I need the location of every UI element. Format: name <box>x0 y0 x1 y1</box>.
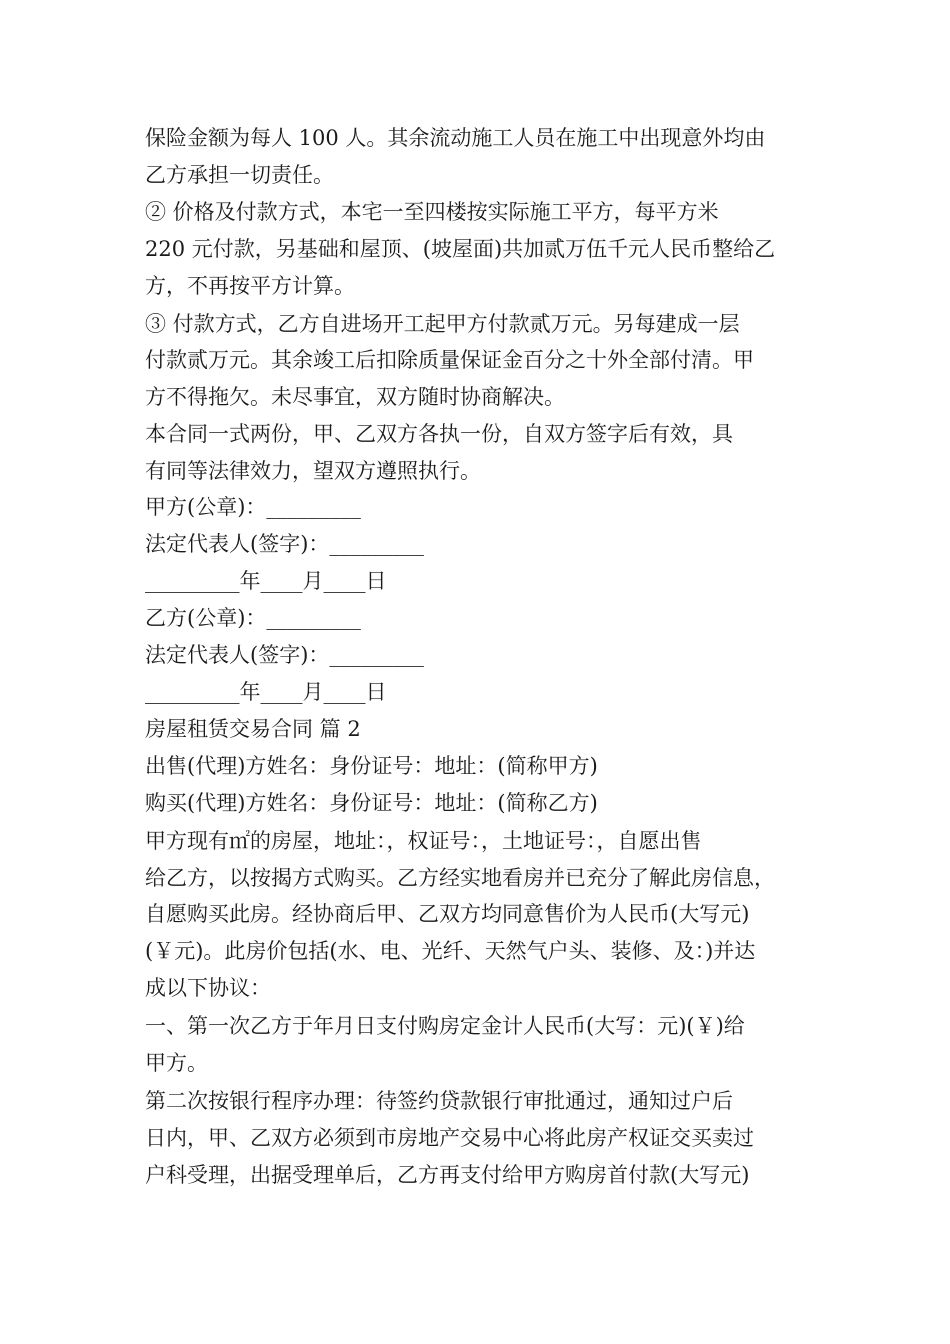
body-text-line: 第二次按银行程序办理：待签约贷款银行审批通过，通知过户后 <box>145 1089 733 1113</box>
body-text-line: 甲方现有㎡的房屋，地址：，权证号：，土地证号：，自愿出售 <box>145 829 702 853</box>
date-line-a: _________年____月____日 <box>145 569 387 593</box>
body-text-line: 出售(代理)方姓名：身份证号：地址：(简称甲方) <box>145 754 598 778</box>
signature-line-party-b: 乙方(公章)：_________ <box>145 606 361 630</box>
signature-line-legal-rep-a: 法定代表人(签字)：_________ <box>145 532 424 556</box>
signature-line-party-a: 甲方(公章)：_________ <box>145 495 361 519</box>
body-text-line: (￥元)。此房价包括(水、电、光纤、天然气户头、装修、及：)并达 <box>145 939 756 963</box>
body-text-line: 自愿购买此房。经协商后甲、乙双方均同意售价为人民币(大写元) <box>145 902 750 926</box>
body-text-line: 有同等法律效力，望双方遵照执行。 <box>145 459 481 483</box>
date-line-b: _________年____月____日 <box>145 680 387 704</box>
body-text-line: 保险金额为每人 100 人。其余流动施工人员在施工中出现意外均由 <box>145 126 766 150</box>
body-text-line: 甲方。 <box>145 1051 208 1075</box>
body-text-line: 方不得拖欠。未尽事宜，双方随时协商解决。 <box>145 385 565 409</box>
body-text-line: 乙方承担一切责任。 <box>145 163 334 187</box>
body-text-line: 给乙方，以按揭方式购买。乙方经实地看房并已充分了解此房信息， <box>145 866 775 890</box>
body-text-line: 一、第一次乙方于年月日支付购房定金计人民币(大写：元)(￥)给 <box>145 1014 745 1038</box>
body-text-line: ③ 付款方式，乙方自进场开工起甲方付款贰万元。另每建成一层 <box>145 312 740 336</box>
body-text-line: 220 元付款，另基础和屋顶、(坡屋面)共加贰万伍千元人民币整给乙 <box>145 237 776 261</box>
body-text-line: 购买(代理)方姓名：身份证号：地址：(简称乙方) <box>145 791 598 815</box>
body-text-line: 付款贰万元。其余竣工后扣除质量保证金百分之十外全部付清。甲 <box>145 348 754 372</box>
body-text-line: ② 价格及付款方式，本宅一至四楼按实际施工平方，每平方米 <box>145 200 719 224</box>
body-text-line: 成以下协议： <box>145 976 271 1000</box>
body-text-line: 日内，甲、乙双方必须到市房地产交易中心将此房产权证交买卖过 <box>145 1126 754 1150</box>
body-text-line: 户科受理，出据受理单后，乙方再支付给甲方购房首付款(大写元) <box>145 1163 750 1187</box>
section-heading: 房屋租赁交易合同 篇 2 <box>145 717 361 741</box>
body-text-line: 方，不再按平方计算。 <box>145 274 355 298</box>
body-text-line: 本合同一式两份，甲、乙双方各执一份，自双方签字后有效，具 <box>145 422 733 446</box>
signature-line-legal-rep-b: 法定代表人(签字)：_________ <box>145 643 424 667</box>
